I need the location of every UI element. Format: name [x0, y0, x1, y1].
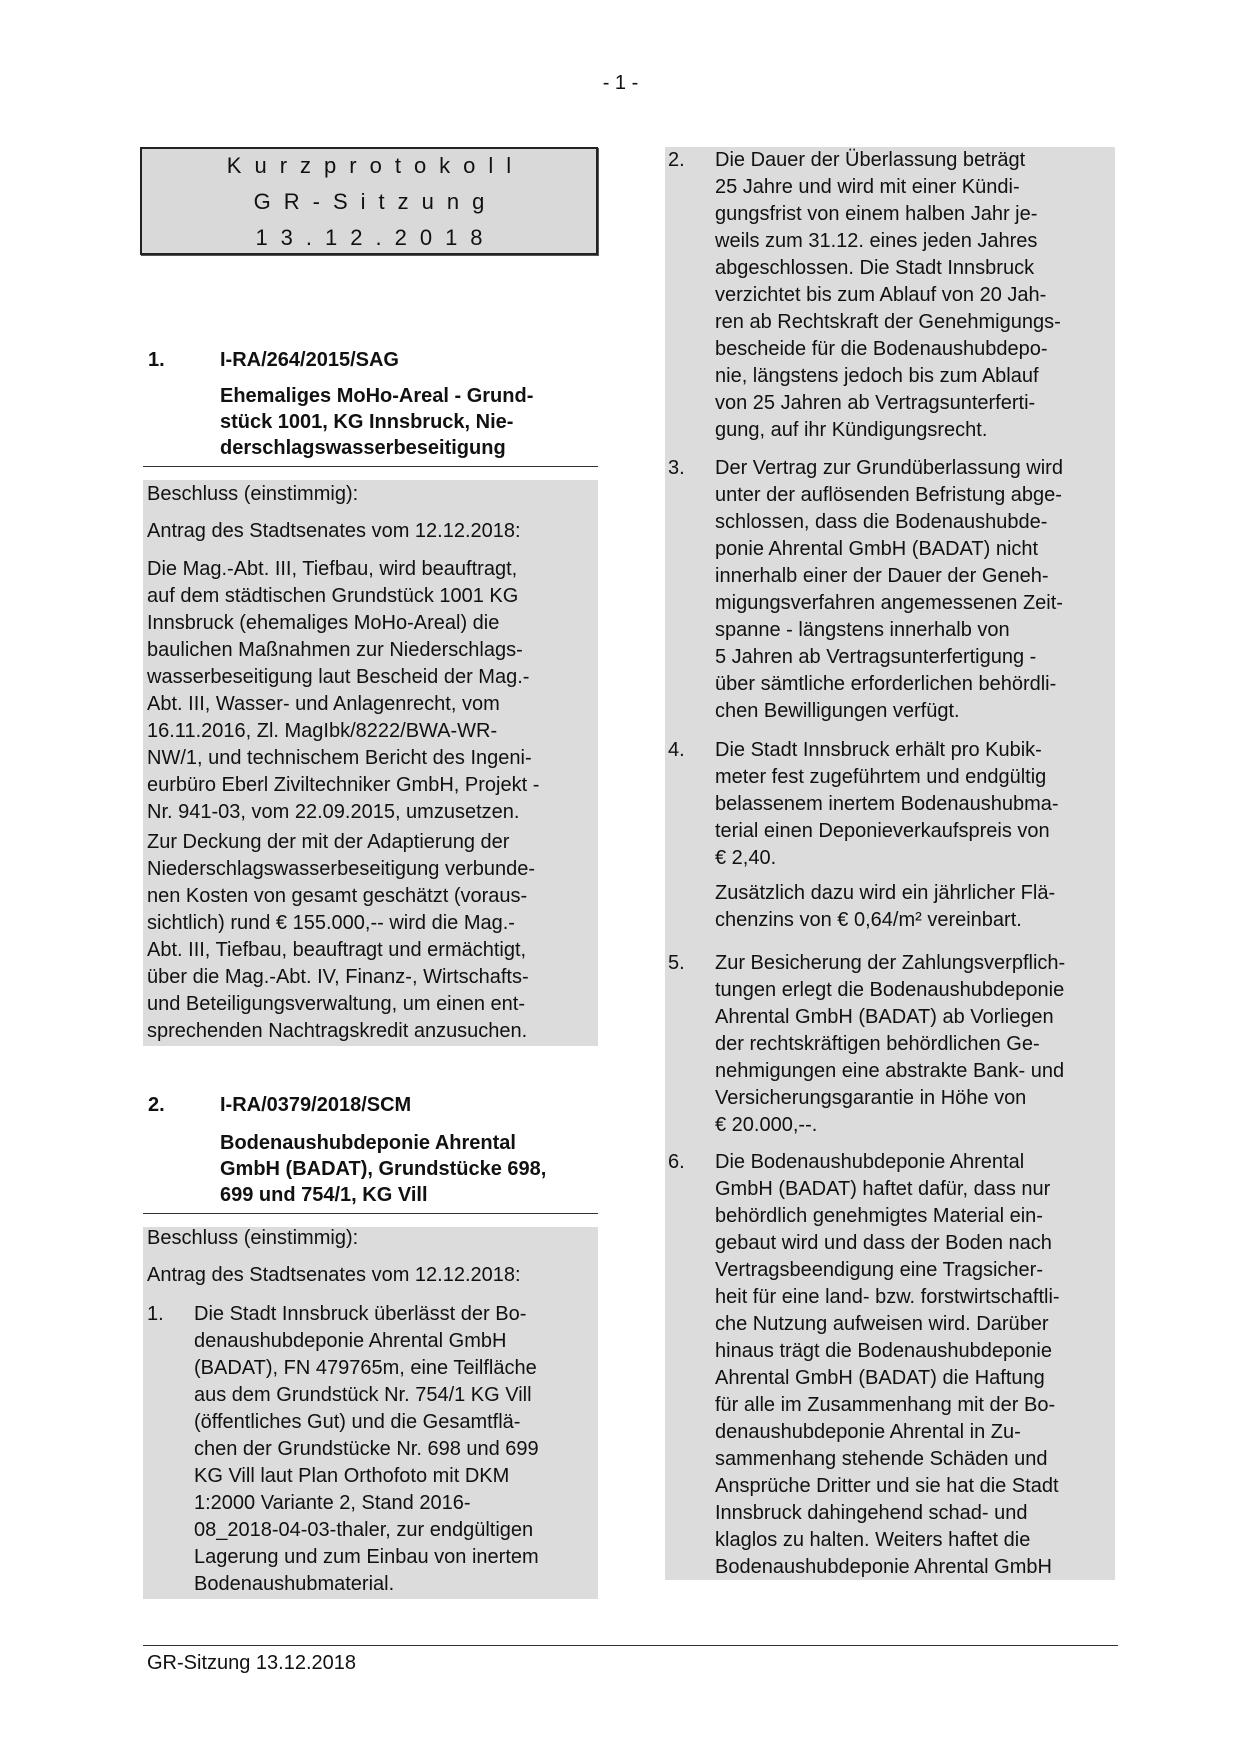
point-number: 1.	[147, 1303, 164, 1325]
point-4-text: Die Stadt Innsbruck erhält pro Kubik- meter fest zugeführtem und endgültig belassenem inertem Bodenaushubma- terial einen Deponieverkaufspreis von € 2,40.	[715, 739, 1059, 869]
decision-label: Beschluss (einstimmig):	[147, 483, 359, 505]
title-box	[140, 147, 598, 255]
point-number: 5.	[668, 952, 685, 974]
point-6-text: Die Bodenaushubdeponie Ahrental GmbH (BADAT) haftet dafür, dass nur behördlich genehmigtes Material ein- gebaut wird und dass der Boden nach Vertragsbeendigung eine Tragsicher- heit für eine land- bzw. forstwirtschaftli- che Nutzung aufweisen wird. Darüber hinaus trägt die Bodenaushubdeponie Ahrental GmbH (BADAT) die Haftung für alle im Zusammenhang mit der Bo- denaushubdeponie Ahrental in Zu- sammenhang stehende Schäden und Ansprüche Dritter und sie hat die Stadt Innsbruck dahingehend schad- und klaglos zu halten. Weiters haftet die Bodenaushubdeponie Ahrental GmbH	[715, 1151, 1060, 1578]
point-3-text: Der Vertrag zur Grundüberlassung wird unter der auflösenden Befristung abge- schlossen, dass die Bodenaushubde- ponie Ahrental GmbH (BADAT) nicht innerhalb einer der Dauer der Geneh- migungsverfahren angemessenen Zeit- spanne - längstens innerhalb von 5 Jahren ab Vertragsunterfertigung - über sämtliche erforderlichen behördli- chen Bewilligungen verfügt.	[715, 457, 1063, 722]
decision-label: Beschluss (einstimmig):	[147, 1227, 359, 1249]
footer-divider	[143, 1645, 1118, 1646]
page-number: - 1 -	[602, 72, 639, 94]
point-5-text: Zur Besicherung der Zahlungsverpflich- tungen erlegt die Bodenaushubdeponie Ahrental GmbH (BADAT) ab Vorliegen der rechtskräftigen behördlichen Ge- nehmigungen eine abstrakte Bank- und Versicherungsgarantie in Höhe von € 20.000,--.	[715, 952, 1066, 1136]
item-subject: Ehemaliges MoHo-Areal - Grund- stück 1001, KG Innsbruck, Nie- derschlagswasserbeseitigung	[220, 385, 534, 459]
item-number: 2.	[148, 1094, 165, 1116]
item-subject: Bodenaushubdeponie Ahrental GmbH (BADAT), Grundstücke 698, 699 und 754/1, KG Vill	[220, 1132, 547, 1206]
point-number: 6.	[668, 1151, 685, 1173]
footer-text: GR-Sitzung 13.12.2018	[147, 1652, 357, 1674]
point-4-additional: Zusätzlich dazu wird ein jährlicher Flä- chenzins von € 0,64/m² vereinbart.	[715, 882, 1056, 931]
item-1-paragraph-1: Die Mag.-Abt. III, Tiefbau, wird beauftragt, auf dem städtischen Grundstück 1001 KG Innsbruck (ehemaliges MoHo-Areal) die baulichen Maßnahmen zur Niederschlags- wasserbeseitigung laut Bescheid der Mag.- Abt. III, Wasser- und Anlagenrecht, vom 16.11.2016, Zl. MagIbk/8222/BWA-WR- NW/1, und technischem Bericht des Ingeni- eurbüro Eberl Ziviltechniker GmbH, Projekt - Nr. 941-03, vom 22.09.2015, umzusetzen.	[147, 558, 540, 823]
motion-label: Antrag des Stadtsenates vom 12.12.2018:	[147, 1264, 521, 1286]
item-reference: I-RA/0379/2018/SCM	[220, 1094, 412, 1116]
item-reference: I-RA/264/2015/SAG	[220, 349, 399, 371]
title-heading: Kurzprotokoll	[226, 153, 525, 178]
title-date: 13.12.2018	[255, 225, 496, 250]
point-1-text: Die Stadt Innsbruck überlässt der Bo- denaushubdeponie Ahrental GmbH (BADAT), FN 479765m, eine Teilfläche aus dem Grundstück Nr. 754/1 KG Vill (öffentliches Gut) und die Gesamtflä- chen der Grundstücke Nr. 698 und 699 KG Vill laut Plan Orthofoto mit DKM 1:2000 Variante 2, Stand 2016- 08_2018-04-03-thaler, zur endgültigen Lagerung und zum Einbau von inertem Bodenaushubmaterial.	[194, 1303, 539, 1595]
divider	[143, 1213, 598, 1214]
point-number: 2.	[668, 149, 685, 171]
point-number: 4.	[668, 739, 685, 761]
item-1-paragraph-2: Zur Deckung der mit der Adaptierung der Niederschlagswasserbeseitigung verbunde- nen Kosten von gesamt geschätzt (voraus- sichtlich) rund € 155.000,-- wird die Mag.- Abt. III, Tiefbau, beauftragt und ermächtigt, über die Mag.-Abt. IV, Finanz-, Wirtschafts- und Beteiligungsverwaltung, um einen ent- sprechenden Nachtragskredit anzusuchen.	[147, 831, 535, 1042]
motion-label: Antrag des Stadtsenates vom 12.12.2018:	[147, 520, 521, 542]
title-session: GR-Sitzung	[253, 189, 498, 214]
divider	[143, 466, 598, 467]
item-number: 1.	[148, 349, 165, 371]
point-number: 3.	[668, 457, 685, 479]
point-2-text: Die Dauer der Überlassung beträgt 25 Jahre und wird mit einer Kündi- gungsfrist von einem halben Jahr je- weils zum 31.12. eines jeden Jahres abgeschlossen. Die Stadt Innsbruck verzichtet bis zum Ablauf von 20 Jah- ren ab Rechtskraft der Genehmigungs- bescheide für die Bodenaushubdepo- nie, längstens jedoch bis zum Ablauf von 25 Jahren ab Vertragsunterferti- gung, auf ihr Kündigungsrecht.	[715, 149, 1061, 441]
